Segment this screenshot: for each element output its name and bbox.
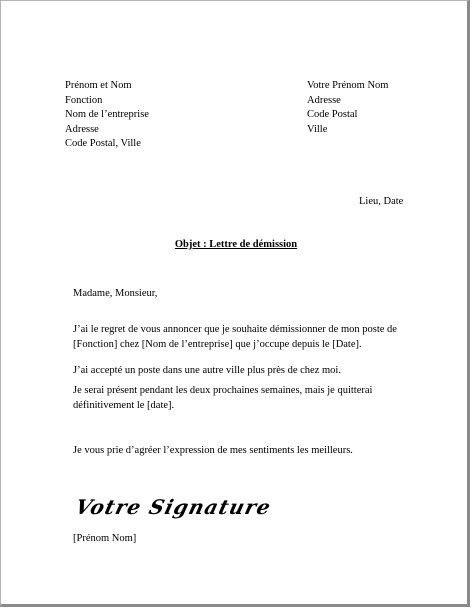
recipient-name: Votre Prénom Nom <box>307 80 389 91</box>
place-date: Lieu, Date <box>359 196 404 207</box>
recipient-address: Adresse <box>307 94 341 106</box>
sender-address: Adresse <box>65 123 99 135</box>
recipient-address-block <box>307 79 388 137</box>
paragraph-line: définitivement le [date]. <box>73 399 175 411</box>
recipient-postal: Code Postal <box>307 109 358 121</box>
recipient-city: Ville <box>307 123 328 135</box>
sender-role: Fonction <box>65 94 103 106</box>
paragraph-new-job: J’ai accepté un poste dans une autre ville plus près de chez moi. <box>73 365 341 376</box>
paragraph-notice-period <box>73 384 372 413</box>
paragraph-line: J’ai le regret de vous annoncer que je souhaite démissionner de mon poste de <box>73 324 397 335</box>
signer-name: [Prénom Nom] <box>73 533 137 544</box>
paragraph-resignation <box>73 323 397 352</box>
salutation: Madame, Monsieur, <box>73 288 158 299</box>
closing-formula: Je vous prie d’agréer l’expression de mes sentiments les meilleurs. <box>73 445 353 456</box>
sender-company: Nom de l’entreprise <box>65 109 149 121</box>
paragraph-line: Je serai présent pendant les deux prochaines semaines, mais je quitterai <box>73 385 373 396</box>
signature: Votre Signature <box>73 495 275 519</box>
sender-name: Prénom et Nom <box>65 80 132 91</box>
sender-postal-city: Code Postal, Ville <box>65 138 141 150</box>
subject-line: Objet : Lettre de démission <box>174 239 298 250</box>
sender-address-block <box>65 79 149 152</box>
paragraph-line: [Fonction] chez [Nom de l’entreprise] que j’occupe depuis le [Date]. <box>73 338 362 350</box>
